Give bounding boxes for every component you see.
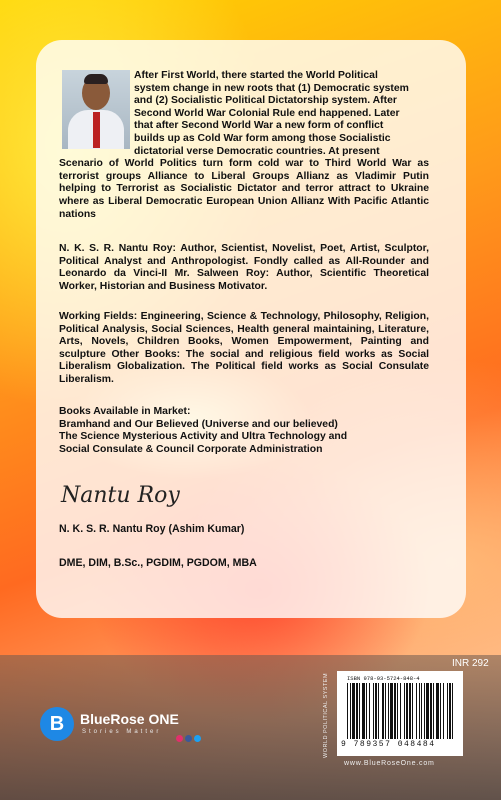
author-name: N. K. S. R. Nantu Roy (Ashim Kumar): [59, 523, 245, 535]
barcode-bars: [347, 683, 453, 739]
barcode-bar: [373, 683, 374, 739]
social-icons: [176, 729, 226, 737]
barcode-bar: [352, 683, 355, 739]
about-paragraph-1: [59, 70, 429, 221]
price-label: INR 292: [452, 658, 489, 669]
spine-label: [320, 665, 332, 765]
barcode-bar: [421, 683, 422, 739]
barcode-bar: [436, 683, 439, 739]
barcode-bar: [400, 683, 401, 739]
book-title: The Science Mysterious Activity and Ultra Technology and: [59, 431, 348, 443]
barcode-bar: [385, 683, 386, 739]
barcode-bar: [440, 683, 441, 739]
barcode-bar: [390, 683, 393, 739]
barcode-bar: [447, 683, 448, 739]
barcode-bar: [359, 683, 360, 739]
about-line: dictatorial verse Democratic countries. At present: [134, 145, 380, 157]
spine-title: WORLD POLITICAL SYSTEM: [323, 672, 329, 758]
publisher-website: www.BlueRoseOne.com: [344, 760, 435, 767]
barcode-bar: [443, 683, 444, 739]
barcode-bar: [452, 683, 453, 739]
barcode-bar: [404, 683, 405, 739]
barcode: [337, 671, 463, 756]
instagram-icon: [176, 735, 183, 742]
barcode-bar: [375, 683, 377, 739]
barcode-bar: [350, 683, 351, 739]
barcode-bar: [424, 683, 425, 739]
books-heading: Books Available in Market:: [59, 406, 191, 417]
about-line: that after Second World War a new form of conflict: [134, 120, 384, 132]
signature-text: Nantu Roy: [61, 483, 180, 508]
about-paragraph-1-rest: Scenario of World Politics turn form cold war to Third World War as terrorist groups Alliance to Liberal Groups Allianz as Vladimir Putin helping to Terrorist as Socialistic Dictator and terror attract to Ukraine where as Liberal Democratic European Union Allianz With Pacific Atlantic nations: [59, 158, 429, 220]
about-line: After First World, there started the World Political: [134, 70, 378, 81]
barcode-bar: [426, 683, 429, 739]
barcode-bar: [382, 683, 384, 739]
barcode-bar: [394, 683, 396, 739]
isbn-label: ISBN 978-93-5724-848-4: [347, 675, 420, 682]
barcode-bar: [378, 683, 379, 739]
facebook-icon: [185, 735, 192, 742]
working-fields-paragraph: Working Fields: Engineering, Science & Technology, Philosophy, Religion, Political Analysis, Social Sciences, Health general maintaining, Literature, Arts, Novels, Children Books, Women Empowerment, Painting and sculpture Other Books: The social and religious field works as Social Liberalism Globalization. The Political field works as Social Consulate Liberalism.: [59, 311, 429, 385]
barcode-bar: [419, 683, 420, 739]
book-title: Social Consulate & Council Corporate Administration: [59, 443, 323, 455]
barcode-bar: [347, 683, 348, 739]
author-signature: [61, 473, 211, 523]
about-line: Second World War Colonial Rule end happened. Later: [134, 107, 400, 119]
barcode-bar: [366, 683, 367, 739]
about-line: builds up as Cold War form among those Socialistic: [134, 132, 391, 144]
barcode-bar: [430, 683, 432, 739]
barcode-bar: [397, 683, 398, 739]
barcode-bar: [416, 683, 417, 739]
publisher-tagline: Stories Matter: [82, 729, 162, 735]
barcode-digits: 9 789357 048484: [341, 740, 436, 749]
author-qualifications: DME, DIM, B.Sc., PGDIM, PGDOM, MBA: [59, 557, 257, 569]
author-bio-paragraph: N. K. S. R. Nantu Roy: Author, Scientist, Novelist, Poet, Artist, Sculptor, Political Analyst and Anthropologist. Fondly called as All-Rounder and Leonardo da Vinci-II Mr. Salween Roy: Author, Scientific Theoretical Worker, Historian and Business Motivator.: [59, 243, 429, 292]
publisher-logo: [40, 707, 240, 743]
publisher-logo-icon: B: [40, 707, 74, 741]
barcode-bar: [433, 683, 434, 739]
books-list: [59, 406, 429, 456]
about-line: and (2) Socialistic Political Dictatorship system. After: [134, 95, 397, 107]
barcode-bar: [449, 683, 451, 739]
barcode-bar: [388, 683, 389, 739]
barcode-bar: [406, 683, 408, 739]
about-line: system change in new roots that (1) Democratic system: [134, 82, 409, 94]
twitter-icon: [194, 735, 201, 742]
barcode-bar: [369, 683, 370, 739]
barcode-bar: [362, 683, 365, 739]
publisher-name: BlueRose ONE: [80, 711, 179, 727]
book-title: Bramhand and Our Believed (Universe and our believed): [59, 418, 338, 430]
barcode-bar: [412, 683, 413, 739]
barcode-bar: [409, 683, 411, 739]
barcode-bar: [356, 683, 358, 739]
